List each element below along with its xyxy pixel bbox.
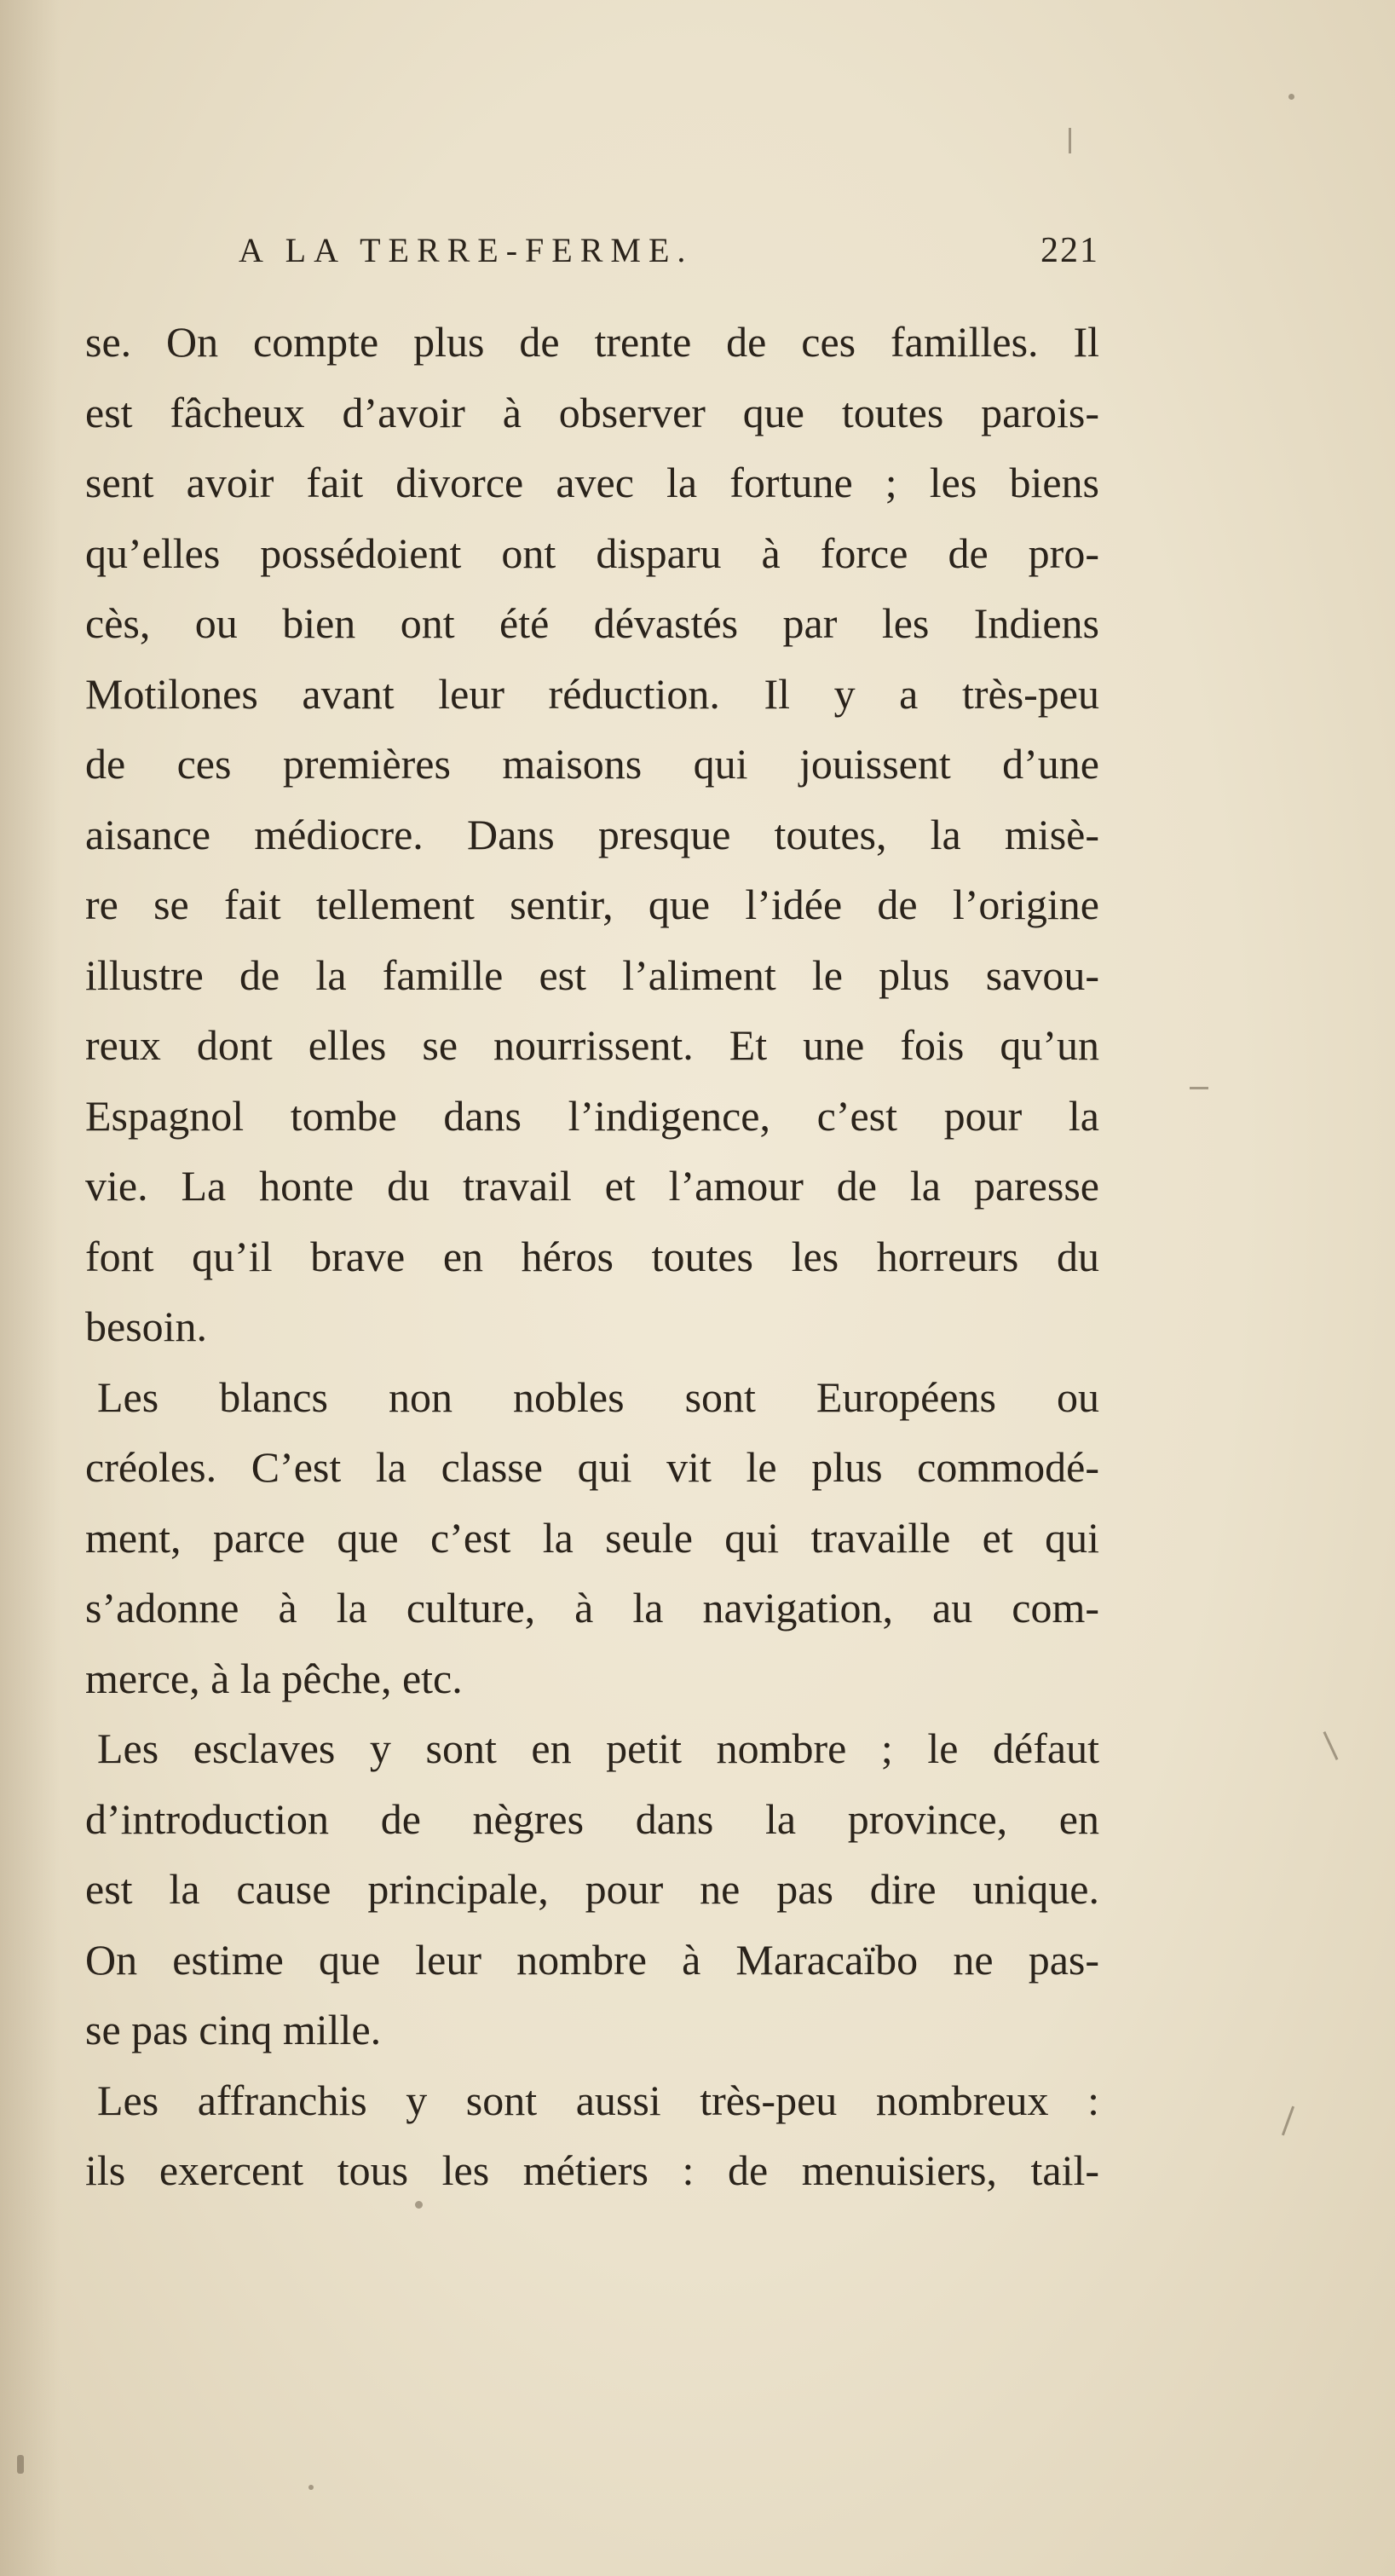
text-line: est la cause principale, pour ne pas dire unique. [85, 1865, 1099, 1913]
paper-mark [1190, 1087, 1208, 1089]
text-line: Les esclaves y sont en petit nombre ; le défaut [97, 1724, 1099, 1772]
text-line: Les blancs non nobles sont Européens ou [97, 1372, 1099, 1421]
text-line: se pas cinq mille. [85, 2006, 382, 2053]
text-line: illustre de la famille est l’aliment le plus savou- [85, 950, 1099, 999]
text-line: de ces premières maisons qui jouissent d’une [85, 740, 1099, 788]
paper-speck [1288, 94, 1294, 100]
text-line: cès, ou bien ont été dévastés par les Indiens [85, 599, 1099, 647]
page-number: 221 [1040, 231, 1099, 270]
text-line: se. On compte plus de trente de ces familles. Il [85, 318, 1099, 366]
text-line: Motilones avant leur réduction. Il y a très-peu [85, 669, 1099, 718]
text-line: reux dont elles se nourrissent. Et une fois qu’un [85, 1021, 1099, 1069]
text-line: d’introduction de nègres dans la province, en [85, 1794, 1099, 1843]
text-line: sent avoir fait divorce avec la fortune ; les biens [85, 459, 1099, 506]
paper-speck [415, 2201, 423, 2209]
text-line: merce, à la pêche, etc. [85, 1654, 463, 1702]
text-line: vie. La honte du travail et l’amour de la paresse [85, 1162, 1099, 1210]
text-line: Les affranchis y sont aussi très-peu nombreux : [97, 2076, 1099, 2124]
paper-mark [1323, 1731, 1339, 1760]
text-line: aisance médiocre. Dans presque toutes, la misè- [85, 810, 1099, 858]
paper-mark [1282, 2106, 1294, 2136]
body-text [85, 307, 1099, 2206]
paper-mark [1069, 128, 1071, 153]
text-line: créoles. C’est la classe qui vit le plus commodé- [85, 1443, 1099, 1491]
paper-speck [308, 2485, 314, 2490]
gutter-shadow [0, 0, 60, 2576]
text-line: besoin. [85, 1302, 208, 1350]
text-line: ment, parce que c’est la seule qui travaille et qui [85, 1513, 1099, 1562]
text-line: On estime que leur nombre à Maracaïbo ne pas- [85, 1935, 1099, 1984]
running-head [239, 230, 1099, 290]
running-title: A LA TERRE-FERME. [239, 231, 694, 269]
text-line: est fâcheux d’avoir à observer que toutes parois- [85, 388, 1099, 436]
text-line: s’adonne à la culture, à la navigation, au com- [85, 1584, 1099, 1632]
text-line: re se fait tellement sentir, que l’idée de l’origine [85, 881, 1099, 928]
text-line: qu’elles possédoient ont disparu à force de pro- [85, 528, 1099, 577]
text-line: Espagnol tombe dans l’indigence, c’est pour la [85, 1091, 1099, 1140]
text-line: font qu’il brave en héros toutes les horreurs du [85, 1232, 1099, 1280]
paper-speck [17, 2455, 24, 2474]
text-line: ils exercent tous les métiers : de menuisiers, tail- [85, 2146, 1099, 2194]
